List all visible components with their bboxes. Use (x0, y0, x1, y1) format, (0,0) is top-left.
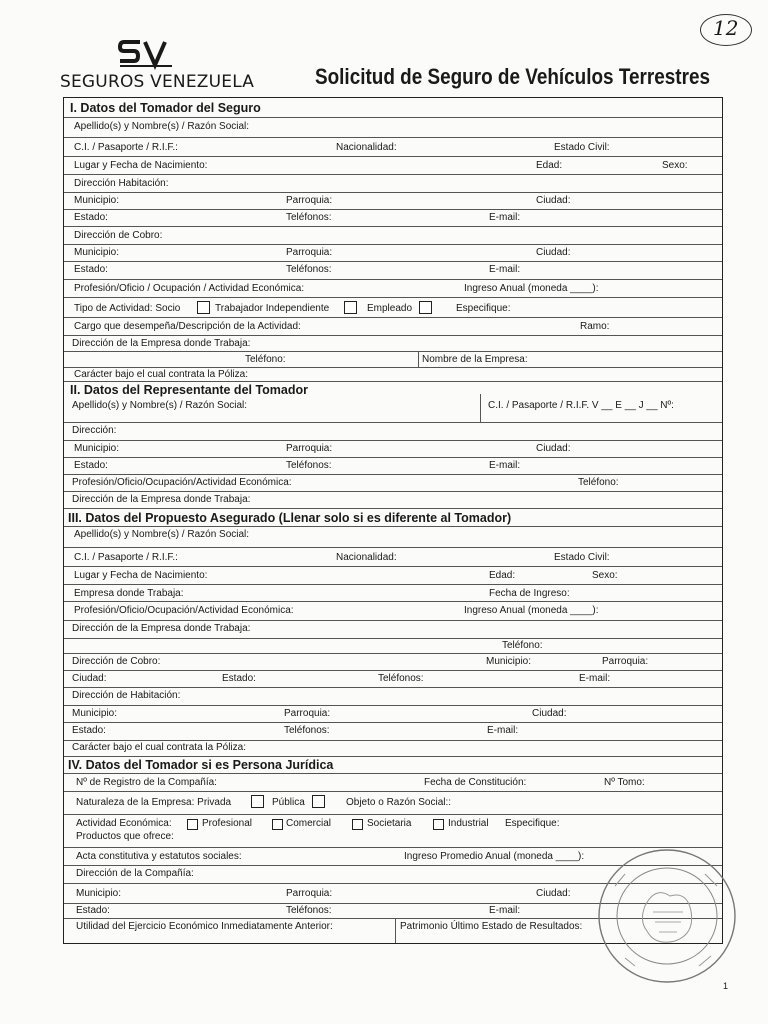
field-email-cobro: E-mail: (489, 264, 521, 275)
field-aseg-sexo: Sexo: (592, 570, 618, 581)
field-cargo: Cargo que desempeña/Descripción de la Actividad: (74, 321, 301, 332)
field-direccion-habitacion: Dirección Habitación: (74, 178, 169, 189)
field-telefonos: Teléfonos: (286, 212, 332, 223)
field-aseg-lugar-nacimiento: Lugar y Fecha de Nacimiento: (74, 570, 208, 581)
field-aseg-estado-cobro: Estado: (222, 673, 256, 684)
official-seal-stamp (595, 846, 740, 986)
field-sexo: Sexo: (662, 160, 688, 171)
field-objeto-razon-social: Objeto o Razón Social:: (346, 797, 452, 808)
field-nacionalidad: Nacionalidad: (336, 142, 397, 153)
field-rep-email: E-mail: (489, 460, 521, 471)
field-aseg-caracter-poliza: Carácter bajo el cual contrata la Póliza: (72, 742, 246, 753)
field-caracter-poliza: Carácter bajo el cual contrata la Póliza: (74, 369, 248, 380)
field-estado-cobro: Estado: (74, 264, 108, 275)
field-comp-email: E-mail: (489, 905, 521, 916)
field-rep-estado: Estado: (74, 460, 108, 471)
section-1-title: I. Datos del Tomador del Seguro (70, 101, 261, 115)
field-municipio-cobro: Municipio: (74, 247, 120, 258)
field-rep-ci: C.I. / Pasaporte / R.I.F. V __ E __ J __ Nº: (488, 400, 674, 411)
field-aseg-direccion-empresa: Dirección de la Empresa donde Trabaja: (72, 623, 251, 634)
label-industrial: Industrial (448, 818, 489, 829)
field-aseg-apellidos: Apellido(s) y Nombre(s) / Razón Social: (74, 529, 250, 540)
field-nombre-empresa: Nombre de la Empresa: (422, 354, 528, 365)
field-aseg-direccion-habitacion: Dirección de Habitación: (72, 690, 181, 701)
field-aseg-ingreso-anual: Ingreso Anual (moneda ____): (464, 605, 599, 616)
checkbox-societaria[interactable] (352, 819, 363, 830)
field-direccion-compania: Dirección de la Compañía: (76, 868, 194, 879)
field-comp-municipio: Municipio: (76, 888, 122, 899)
field-ciudad: Ciudad: (536, 195, 571, 206)
field-ingreso-anual: Ingreso Anual (moneda ____): (464, 283, 599, 294)
field-aseg-email-cobro: E-mail: (579, 673, 611, 684)
field-municipio: Municipio: (74, 195, 120, 206)
field-ramo: Ramo: (580, 321, 610, 332)
field-direccion-cobro: Dirección de Cobro: (74, 230, 163, 241)
field-aseg-nacionalidad: Nacionalidad: (336, 552, 397, 563)
field-comp-telefonos: Teléfonos: (286, 905, 332, 916)
field-aseg-municipio: Municipio: (72, 708, 118, 719)
field-aseg-municipio-cobro: Municipio: (486, 656, 532, 667)
field-rep-parroquia: Parroquia: (286, 443, 333, 454)
document-title: Solicitud de Seguro de Vehículos Terrestres (315, 64, 710, 89)
field-aseg-telefonos-cobro: Teléfonos: (378, 673, 424, 684)
section-3-title: III. Datos del Propuesto Asegurado (Llenar solo si es diferente al Tomador) (68, 511, 512, 525)
field-aseg-ciudad-cobro: Ciudad: (72, 673, 107, 684)
field-registro-compania: Nº de Registro de la Compañía: (76, 777, 217, 788)
field-parroquia: Parroquia: (286, 195, 333, 206)
brand-logo-mark (118, 38, 174, 70)
checkbox-empleado[interactable] (419, 301, 432, 314)
field-estado-civil: Estado Civil: (554, 142, 610, 153)
handwritten-number: 12 (713, 16, 739, 40)
field-naturaleza-empresa: Naturaleza de la Empresa: Privada (76, 797, 232, 808)
label-trabajador-independiente: Trabajador Independiente (215, 303, 330, 314)
field-aseg-telefonos: Teléfonos: (284, 725, 330, 736)
label-empleado: Empleado (367, 303, 413, 314)
field-rep-municipio: Municipio: (74, 443, 120, 454)
checkbox-privada[interactable] (251, 795, 264, 808)
field-rep-apellidos: Apellido(s) y Nombre(s) / Razón Social: (72, 400, 248, 411)
checkbox-profesional[interactable] (187, 819, 198, 830)
label-publica: Pública (272, 797, 305, 808)
field-aseg-ci: C.I. / Pasaporte / R.I.F.: (74, 552, 178, 563)
field-aseg-ciudad: Ciudad: (532, 708, 567, 719)
field-aseg-estado: Estado: (72, 725, 106, 736)
field-rep-telefono: Teléfono: (578, 477, 619, 488)
field-parroquia-cobro: Parroquia: (286, 247, 333, 258)
field-aseg-email: E-mail: (487, 725, 519, 736)
field-rep-direccion-empresa: Dirección de la Empresa donde Trabaja: (72, 494, 251, 505)
field-acta-constitutiva: Acta constitutiva y estatutos sociales: (76, 851, 242, 862)
field-aseg-fecha-ingreso: Fecha de Ingreso: (489, 588, 570, 599)
checkbox-comercial[interactable] (272, 819, 283, 830)
field-tipo-actividad: Tipo de Actividad: Socio (74, 303, 181, 314)
field-aseg-direccion-cobro: Dirección de Cobro: (72, 656, 161, 667)
field-estado: Estado: (74, 212, 108, 223)
field-comp-estado: Estado: (76, 905, 110, 916)
field-aseg-empresa: Empresa donde Trabaja: (74, 588, 184, 599)
field-direccion-empresa: Dirección de la Empresa donde Trabaja: (72, 338, 251, 349)
checkbox-publica[interactable] (312, 795, 325, 808)
field-telefonos-cobro: Teléfonos: (286, 264, 332, 275)
field-rep-profesion: Profesión/Oficio/Ocupación/Actividad Económica: (72, 477, 292, 488)
field-ci: C.I. / Pasaporte / R.I.F.: (74, 142, 178, 153)
field-productos: Productos que ofrece: (76, 831, 174, 842)
field-rep-telefonos: Teléfonos: (286, 460, 332, 471)
field-aseg-parroquia-cobro: Parroquia: (602, 656, 649, 667)
label-comercial: Comercial (286, 818, 332, 829)
field-patrimonio: Patrimonio Último Estado de Resultados: (400, 921, 583, 932)
field-comp-ciudad: Ciudad: (536, 888, 571, 899)
application-form (63, 97, 723, 944)
field-aseg-edad: Edad: (489, 570, 516, 581)
label-societaria: Societaria (367, 818, 412, 829)
field-lugar-nacimiento: Lugar y Fecha de Nacimiento: (74, 160, 208, 171)
section-4-title: IV. Datos del Tomador si es Persona Jurídica (68, 758, 334, 772)
section-2-title: II. Datos del Representante del Tomador (70, 383, 309, 397)
field-profesion: Profesión/Oficio / Ocupación / Actividad Económica: (74, 283, 305, 294)
field-comp-parroquia: Parroquia: (286, 888, 333, 899)
field-aseg-profesion: Profesión/Oficio/Ocupación/Actividad Económica: (74, 605, 294, 616)
page-number: 1 (723, 981, 729, 991)
checkbox-industrial[interactable] (433, 819, 444, 830)
field-utilidad-ejercicio: Utilidad del Ejercicio Económico Inmediatamente Anterior: (76, 921, 333, 932)
field-ingreso-promedio: Ingreso Promedio Anual (moneda ____): (404, 851, 585, 862)
checkbox-trabajador-independiente[interactable] (344, 301, 357, 314)
checkbox-socio[interactable] (197, 301, 210, 314)
field-ciudad-cobro: Ciudad: (536, 247, 571, 258)
field-especifique-actividad: Especifique: (505, 818, 560, 829)
field-especifique: Especifique: (456, 303, 511, 314)
field-apellidos: Apellido(s) y Nombre(s) / Razón Social: (74, 121, 250, 132)
field-tomo: Nº Tomo: (604, 777, 645, 788)
brand-name: SEGUROS VENEZUELA (60, 72, 255, 92)
field-aseg-parroquia: Parroquia: (284, 708, 331, 719)
field-rep-ciudad: Ciudad: (536, 443, 571, 454)
field-email: E-mail: (489, 212, 521, 223)
field-edad: Edad: (536, 160, 563, 171)
field-actividad-economica: Actividad Económica: (76, 818, 172, 829)
field-rep-direccion: Dirección: (72, 425, 117, 436)
field-telefono-empresa: Teléfono: (245, 354, 286, 365)
field-aseg-estado-civil: Estado Civil: (554, 552, 610, 563)
field-aseg-telefono: Teléfono: (502, 640, 543, 651)
field-fecha-constitucion: Fecha de Constitución: (424, 777, 527, 788)
label-profesional: Profesional (202, 818, 253, 829)
